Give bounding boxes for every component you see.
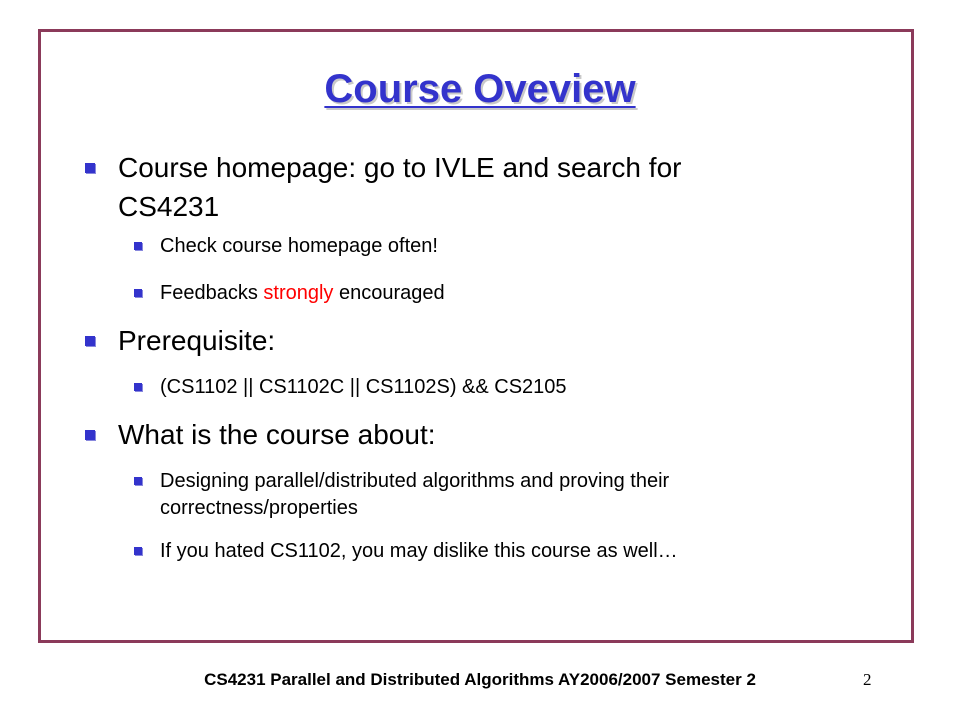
sub-bullet-icon bbox=[134, 383, 142, 391]
emphasized-word: strongly bbox=[263, 282, 334, 304]
sub-bullet-icon bbox=[134, 289, 142, 297]
bullet-text-continued: CS4231 bbox=[118, 191, 220, 222]
sub-bullet-icon bbox=[134, 242, 142, 250]
sub-bullet-text: (CS1102 || CS1102C || CS1102S) && CS2105 bbox=[160, 376, 567, 398]
page-number: 2 bbox=[863, 670, 872, 689]
sub-bullet-text: Check course homepage often! bbox=[160, 235, 438, 257]
text-segment: encouraged bbox=[333, 282, 445, 304]
slide-title: Course Oveview bbox=[324, 67, 636, 111]
bullet-icon bbox=[85, 163, 95, 173]
sub-bullet-icon bbox=[134, 477, 142, 485]
sub-bullet-text-continued: correctness/properties bbox=[160, 497, 358, 519]
sub-bullet-text: Designing parallel/distributed algorithms and proving their bbox=[160, 470, 670, 492]
bullet-text: Prerequisite: bbox=[118, 325, 276, 356]
bullet-text: Course homepage: go to IVLE and search for bbox=[118, 152, 682, 183]
slide-footer: CS4231 Parallel and Distributed Algorithms AY2006/2007 Semester 2 bbox=[204, 670, 756, 689]
bullet-text: What is the course about: bbox=[118, 419, 436, 450]
bullet-icon bbox=[85, 430, 95, 440]
sub-bullet-text bbox=[160, 280, 445, 306]
sub-bullet-icon bbox=[134, 547, 142, 555]
bullet-icon bbox=[85, 336, 95, 346]
sub-bullet-text: If you hated CS1102, you may dislike this course as well… bbox=[160, 540, 678, 562]
text-segment: Feedbacks bbox=[160, 282, 264, 304]
